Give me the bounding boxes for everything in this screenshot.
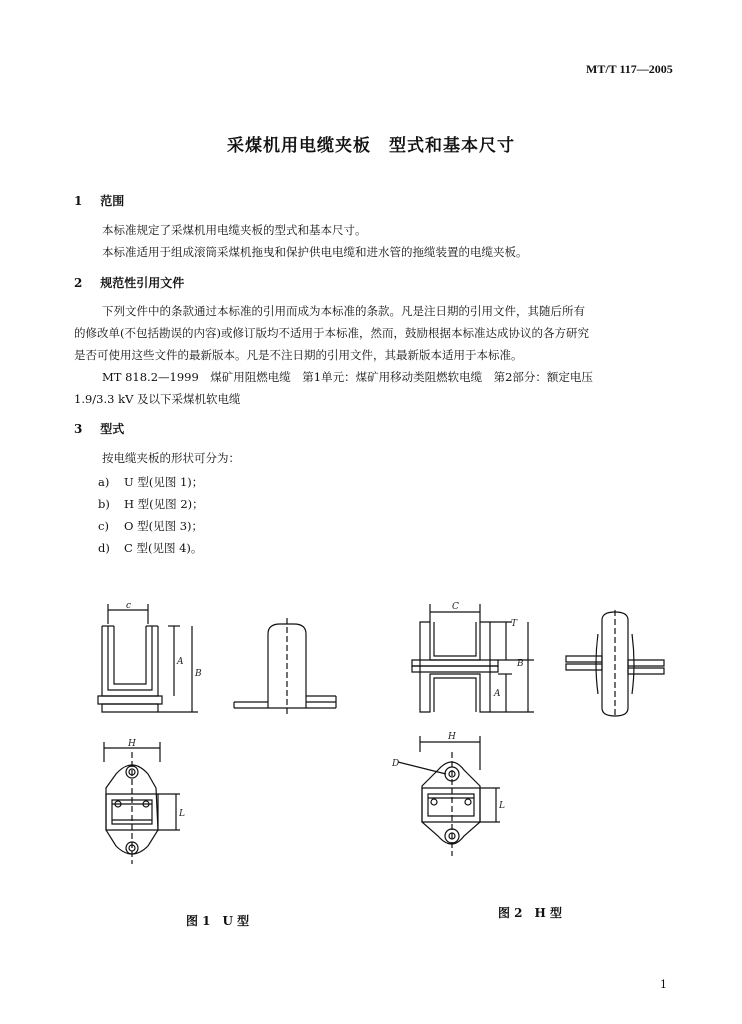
dim-d-label: D	[392, 759, 400, 769]
refs-line-4: MT 818.2—1999 煤矿用阻燃电缆 第1单元：煤矿用移动类阻燃软电缆 第2部分：额定电压	[102, 370, 593, 384]
list-item	[98, 518, 203, 534]
section-number: 3	[74, 422, 83, 436]
dim-t-label: T	[511, 619, 518, 629]
list-item-text: H 型(见图 2)；	[124, 497, 204, 511]
document-title: 采煤机用电缆夹板 型式和基本尺寸	[227, 136, 515, 156]
figure-1-front-view	[88, 600, 218, 730]
refs-line-5: 1.9/3.3 kV 及以下采煤机软电缆	[74, 392, 241, 406]
figure-2-front-view	[408, 600, 548, 724]
figure-1-side-view	[232, 618, 342, 718]
list-item	[98, 540, 202, 556]
section-3-heading	[74, 420, 124, 437]
list-item	[98, 474, 203, 490]
dim-a-label: A	[494, 689, 501, 699]
section-number: 2	[74, 276, 83, 290]
refs-line-2: 的修改单(不包括勘误的内容)或修订版均不适用于本标准，然而，鼓励根据本标准达成协议的各方研究	[74, 326, 589, 340]
figure-2-caption: 图 2 H 型	[498, 906, 563, 920]
refs-line-3: 是否可使用这些文件的最新版本。凡是不注日期的引用文件，其最新版本适用于本标准。	[74, 348, 523, 362]
list-item-tag: a)	[98, 475, 110, 489]
list-item-text: C 型(见图 4)。	[124, 541, 203, 555]
dim-l-label: L	[499, 801, 505, 811]
section-title: 型式	[100, 422, 125, 436]
dim-b-label: B	[517, 659, 524, 669]
section-2-heading	[74, 274, 184, 291]
figure-1-plan-view	[88, 738, 228, 868]
dim-c-label: c	[126, 601, 132, 611]
list-item	[98, 496, 204, 512]
page-number: 1	[660, 978, 667, 991]
dim-b-label: B	[195, 669, 202, 679]
figure-2-plan-view	[392, 730, 522, 860]
list-item-tag: b)	[98, 497, 110, 511]
types-intro: 按电缆夹板的形状可分为：	[102, 451, 240, 465]
standard-code: MT/T 117—2005	[586, 62, 673, 76]
section-number: 1	[74, 194, 83, 208]
list-item-text: O 型(见图 3)；	[124, 519, 204, 533]
list-item-tag: d)	[98, 541, 110, 555]
section-1-heading	[74, 192, 124, 209]
list-item-text: U 型(见图 1)；	[124, 475, 204, 489]
scope-paragraph-1: 本标准规定了采煤机用电缆夹板的型式和基本尺寸。	[102, 223, 367, 237]
dim-h-label: H	[128, 739, 136, 749]
dim-l-label: L	[179, 809, 185, 819]
dim-h-label: H	[448, 732, 456, 742]
dim-a-label: A	[177, 657, 184, 667]
figure-2-side-view	[560, 610, 670, 720]
figure-1-caption: 图 1 U 型	[186, 914, 250, 928]
list-item-tag: c)	[98, 519, 109, 533]
section-title: 范围	[100, 194, 125, 208]
scope-paragraph-2: 本标准适用于组成滚筒采煤机拖曳和保护供电电缆和进水管的拖缆装置的电缆夹板。	[102, 245, 528, 259]
refs-line-1: 下列文件中的条款通过本标准的引用而成为本标准的条款。凡是注日期的引用文件，其随后所有	[102, 304, 585, 318]
dim-c-label: C	[452, 602, 459, 612]
section-title: 规范性引用文件	[100, 276, 185, 290]
